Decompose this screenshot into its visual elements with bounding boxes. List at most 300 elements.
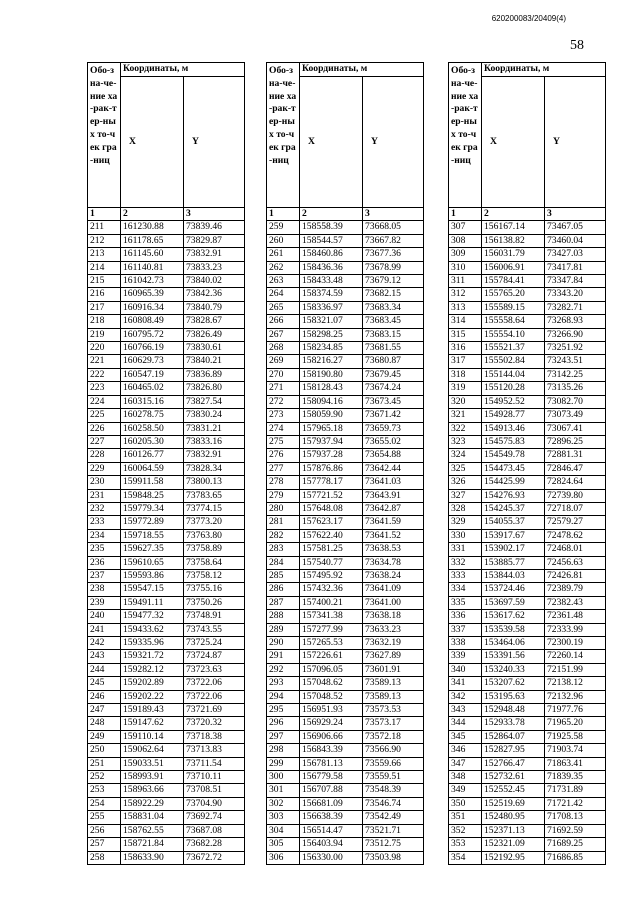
y-value: 73720.32 xyxy=(184,717,245,730)
y-value: 71731.89 xyxy=(545,784,606,797)
table-row xyxy=(267,677,424,690)
x-value: 157622.40 xyxy=(300,529,363,542)
x-value: 159911.58 xyxy=(121,476,184,489)
y-value: 73710.11 xyxy=(184,771,245,784)
point-id: 299 xyxy=(267,757,300,770)
x-value: 155765.20 xyxy=(482,288,545,301)
x-value: 154952.52 xyxy=(482,395,545,408)
table-row xyxy=(449,355,606,368)
x-value: 158544.57 xyxy=(300,234,363,247)
point-id: 315 xyxy=(449,328,482,341)
y-value: 73572.18 xyxy=(363,730,424,743)
x-value: 156781.13 xyxy=(300,757,363,770)
point-id: 346 xyxy=(449,744,482,757)
y-value: 73680.87 xyxy=(363,355,424,368)
point-id: 319 xyxy=(449,382,482,395)
point-label-header: Обо-зна-че-ние ха-рак-тер-ных то-чек гра-ниц xyxy=(449,63,482,208)
y-value: 73743.55 xyxy=(184,623,245,636)
point-id: 291 xyxy=(267,650,300,663)
table-row xyxy=(449,583,606,596)
table-row xyxy=(88,355,245,368)
table-row xyxy=(88,462,245,475)
x-value: 155502.84 xyxy=(482,355,545,368)
point-id: 343 xyxy=(449,704,482,717)
point-id: 336 xyxy=(449,610,482,623)
y-value: 73683.45 xyxy=(363,315,424,328)
point-id: 326 xyxy=(449,476,482,489)
table-row xyxy=(449,409,606,422)
point-id: 260 xyxy=(267,234,300,247)
point-id: 236 xyxy=(88,556,121,569)
table-row xyxy=(88,797,245,810)
x-value: 159147.62 xyxy=(121,717,184,730)
table-row xyxy=(449,623,606,636)
x-value: 159202.22 xyxy=(121,690,184,703)
point-id: 332 xyxy=(449,556,482,569)
table-row xyxy=(267,409,424,422)
table-row xyxy=(88,234,245,247)
point-id: 218 xyxy=(88,315,121,328)
point-id: 344 xyxy=(449,717,482,730)
point-id: 277 xyxy=(267,462,300,475)
y-value: 73641.09 xyxy=(363,583,424,596)
x-value: 157965.18 xyxy=(300,422,363,435)
point-id: 214 xyxy=(88,261,121,274)
x-value: 158094.16 xyxy=(300,395,363,408)
table-row xyxy=(88,610,245,623)
x-value: 153697.59 xyxy=(482,596,545,609)
x-value: 158831.04 xyxy=(121,811,184,824)
y-value: 73783.65 xyxy=(184,489,245,502)
x-value: 156006.91 xyxy=(482,261,545,274)
x-value: 156929.24 xyxy=(300,717,363,730)
point-id: 270 xyxy=(267,368,300,381)
table-row xyxy=(88,543,245,556)
x-value: 155784.41 xyxy=(482,275,545,288)
x-value: 160766.19 xyxy=(121,342,184,355)
point-id: 224 xyxy=(88,395,121,408)
table-row xyxy=(449,342,606,355)
y-value: 73642.44 xyxy=(363,462,424,475)
y-value: 71686.85 xyxy=(545,851,606,864)
x-value: 155558.64 xyxy=(482,315,545,328)
y-value: 73826.80 xyxy=(184,382,245,395)
table-row xyxy=(449,315,606,328)
document-code: 620200083/20409(4) xyxy=(491,14,566,23)
table-row xyxy=(88,637,245,650)
y-header: Y xyxy=(184,77,245,208)
y-value: 72138.12 xyxy=(545,677,606,690)
x-value: 157540.77 xyxy=(300,556,363,569)
table-row xyxy=(88,248,245,261)
x-value: 159627.35 xyxy=(121,543,184,556)
point-id: 323 xyxy=(449,435,482,448)
table-row xyxy=(449,596,606,609)
table-row xyxy=(88,690,245,703)
point-id: 350 xyxy=(449,797,482,810)
x-value: 153195.63 xyxy=(482,690,545,703)
y-value: 73671.42 xyxy=(363,409,424,422)
table-row xyxy=(449,502,606,515)
x-value: 159477.32 xyxy=(121,610,184,623)
y-value: 73755.16 xyxy=(184,583,245,596)
header-row xyxy=(449,63,606,77)
point-id: 286 xyxy=(267,583,300,596)
table-row xyxy=(267,543,424,556)
x-value: 158336.97 xyxy=(300,301,363,314)
table-row xyxy=(267,502,424,515)
x-value: 160315.16 xyxy=(121,395,184,408)
point-id: 235 xyxy=(88,543,121,556)
point-id: 216 xyxy=(88,288,121,301)
y-value: 73840.79 xyxy=(184,301,245,314)
table-row xyxy=(267,704,424,717)
y-value: 73343.20 xyxy=(545,288,606,301)
y-value: 73589.13 xyxy=(363,677,424,690)
table-row xyxy=(267,516,424,529)
y-value: 73632.19 xyxy=(363,637,424,650)
table-row xyxy=(449,288,606,301)
point-id: 240 xyxy=(88,610,121,623)
table-row xyxy=(449,462,606,475)
y-value: 73655.02 xyxy=(363,435,424,448)
table-row xyxy=(267,368,424,381)
table-row xyxy=(449,301,606,314)
y-value: 71708.13 xyxy=(545,811,606,824)
x-value: 159202.89 xyxy=(121,677,184,690)
column-index: 2 xyxy=(300,208,363,221)
x-value: 156843.39 xyxy=(300,744,363,757)
x-value: 161042.73 xyxy=(121,275,184,288)
point-id: 328 xyxy=(449,502,482,515)
y-value: 73721.69 xyxy=(184,704,245,717)
x-value: 158433.48 xyxy=(300,275,363,288)
point-id: 309 xyxy=(449,248,482,261)
y-value: 73833.16 xyxy=(184,435,245,448)
table-row xyxy=(449,395,606,408)
x-header: X xyxy=(482,77,545,208)
table-row xyxy=(449,650,606,663)
x-value: 161145.60 xyxy=(121,248,184,261)
table-row xyxy=(449,704,606,717)
y-value: 72824.64 xyxy=(545,476,606,489)
y-value: 73643.91 xyxy=(363,489,424,502)
table-row xyxy=(449,234,606,247)
table-row xyxy=(88,328,245,341)
x-value: 153539.58 xyxy=(482,623,545,636)
point-id: 268 xyxy=(267,342,300,355)
table-row xyxy=(88,596,245,609)
point-id: 249 xyxy=(88,730,121,743)
table-row xyxy=(88,556,245,569)
table-row xyxy=(88,529,245,542)
x-value: 157265.53 xyxy=(300,637,363,650)
table-row xyxy=(449,248,606,261)
x-value: 157876.86 xyxy=(300,462,363,475)
table-row xyxy=(267,355,424,368)
table-row xyxy=(267,569,424,582)
table-row xyxy=(267,623,424,636)
table-row xyxy=(88,489,245,502)
y-value: 73829.87 xyxy=(184,234,245,247)
point-id: 304 xyxy=(267,824,300,837)
y-value: 73467.05 xyxy=(545,221,606,234)
y-value: 73627.89 xyxy=(363,650,424,663)
x-value: 158059.90 xyxy=(300,409,363,422)
x-value: 158762.55 xyxy=(121,824,184,837)
point-id: 351 xyxy=(449,811,482,824)
point-id: 325 xyxy=(449,462,482,475)
x-value: 154473.45 xyxy=(482,462,545,475)
point-id: 303 xyxy=(267,811,300,824)
point-id: 288 xyxy=(267,610,300,623)
table-row xyxy=(267,610,424,623)
y-value: 73725.24 xyxy=(184,637,245,650)
x-value: 160064.59 xyxy=(121,462,184,475)
table-row xyxy=(267,784,424,797)
y-value: 73634.78 xyxy=(363,556,424,569)
point-id: 282 xyxy=(267,529,300,542)
y-value: 73566.90 xyxy=(363,744,424,757)
table-row xyxy=(267,529,424,542)
y-value: 72579.27 xyxy=(545,516,606,529)
x-value: 159433.62 xyxy=(121,623,184,636)
point-id: 289 xyxy=(267,623,300,636)
y-value: 73638.18 xyxy=(363,610,424,623)
table-row xyxy=(88,449,245,462)
point-id: 275 xyxy=(267,435,300,448)
table-row xyxy=(88,663,245,676)
table-row xyxy=(88,516,245,529)
y-value: 73827.54 xyxy=(184,395,245,408)
point-id: 233 xyxy=(88,516,121,529)
point-id: 284 xyxy=(267,556,300,569)
x-value: 159848.25 xyxy=(121,489,184,502)
y-header: Y xyxy=(545,77,606,208)
x-value: 154055.37 xyxy=(482,516,545,529)
x-value: 156403.94 xyxy=(300,838,363,851)
point-id: 245 xyxy=(88,677,121,690)
x-value: 154928.77 xyxy=(482,409,545,422)
table-row xyxy=(267,342,424,355)
y-value: 72132.96 xyxy=(545,690,606,703)
table-row xyxy=(88,275,245,288)
point-id: 341 xyxy=(449,677,482,690)
x-value: 153902.17 xyxy=(482,543,545,556)
x-value: 155144.04 xyxy=(482,368,545,381)
x-value: 156138.82 xyxy=(482,234,545,247)
x-value: 153391.56 xyxy=(482,650,545,663)
point-id: 347 xyxy=(449,757,482,770)
y-value: 73833.23 xyxy=(184,261,245,274)
column-index: 2 xyxy=(121,208,184,221)
table-row xyxy=(88,650,245,663)
y-value: 73704.90 xyxy=(184,797,245,810)
y-value: 73268.93 xyxy=(545,315,606,328)
point-id: 290 xyxy=(267,637,300,650)
point-label-header: Обо-зна-че-ние ха-рак-тер-ных то-чек гра-ниц xyxy=(267,63,300,208)
point-id: 311 xyxy=(449,275,482,288)
point-id: 273 xyxy=(267,409,300,422)
x-value: 159718.55 xyxy=(121,529,184,542)
y-value: 73559.51 xyxy=(363,771,424,784)
y-value: 73674.24 xyxy=(363,382,424,395)
x-value: 153844.03 xyxy=(482,569,545,582)
table-row xyxy=(88,744,245,757)
y-value: 73722.06 xyxy=(184,690,245,703)
point-id: 230 xyxy=(88,476,121,489)
point-id: 220 xyxy=(88,342,121,355)
point-id: 269 xyxy=(267,355,300,368)
point-id: 222 xyxy=(88,368,121,381)
point-id: 349 xyxy=(449,784,482,797)
table-row xyxy=(267,449,424,462)
y-value: 72881.31 xyxy=(545,449,606,462)
x-value: 160465.02 xyxy=(121,382,184,395)
point-id: 295 xyxy=(267,704,300,717)
x-value: 154245.37 xyxy=(482,502,545,515)
x-value: 154425.99 xyxy=(482,476,545,489)
point-id: 252 xyxy=(88,771,121,784)
table-row xyxy=(267,690,424,703)
y-value: 73559.66 xyxy=(363,757,424,770)
y-value: 73681.55 xyxy=(363,342,424,355)
table-row xyxy=(449,677,606,690)
x-value: 156951.93 xyxy=(300,704,363,717)
x-value: 160547.19 xyxy=(121,368,184,381)
point-id: 219 xyxy=(88,328,121,341)
x-value: 157432.36 xyxy=(300,583,363,596)
y-value: 71925.58 xyxy=(545,730,606,743)
y-value: 71965.20 xyxy=(545,717,606,730)
y-value: 73840.02 xyxy=(184,275,245,288)
y-value: 73673.45 xyxy=(363,395,424,408)
point-id: 339 xyxy=(449,650,482,663)
x-value: 157400.21 xyxy=(300,596,363,609)
point-id: 254 xyxy=(88,797,121,810)
table-row xyxy=(267,261,424,274)
x-header: X xyxy=(300,77,363,208)
point-id: 342 xyxy=(449,690,482,703)
point-id: 271 xyxy=(267,382,300,395)
y-value: 73642.87 xyxy=(363,502,424,515)
table-row xyxy=(267,824,424,837)
point-id: 297 xyxy=(267,730,300,743)
point-id: 293 xyxy=(267,677,300,690)
y-value: 73512.75 xyxy=(363,838,424,851)
x-value: 159779.34 xyxy=(121,502,184,515)
table-row xyxy=(267,730,424,743)
x-value: 154549.78 xyxy=(482,449,545,462)
point-id: 213 xyxy=(88,248,121,261)
y-value: 73758.89 xyxy=(184,543,245,556)
point-id: 287 xyxy=(267,596,300,609)
table-row xyxy=(88,435,245,448)
y-value: 72739.80 xyxy=(545,489,606,502)
x-value: 160126.77 xyxy=(121,449,184,462)
point-id: 263 xyxy=(267,275,300,288)
y-value: 73266.90 xyxy=(545,328,606,341)
table-row xyxy=(267,275,424,288)
point-id: 296 xyxy=(267,717,300,730)
table-row xyxy=(267,288,424,301)
x-value: 159335.96 xyxy=(121,637,184,650)
y-value: 73427.03 xyxy=(545,248,606,261)
x-value: 156681.09 xyxy=(300,797,363,810)
x-value: 157226.61 xyxy=(300,650,363,663)
table-row xyxy=(88,704,245,717)
y-value: 71977.76 xyxy=(545,704,606,717)
table-row xyxy=(449,797,606,810)
x-value: 157623.17 xyxy=(300,516,363,529)
y-value: 73460.04 xyxy=(545,234,606,247)
table-row xyxy=(267,301,424,314)
point-id: 228 xyxy=(88,449,121,462)
x-value: 152519.69 xyxy=(482,797,545,810)
point-id: 223 xyxy=(88,382,121,395)
header-row xyxy=(267,63,424,77)
y-value: 73659.73 xyxy=(363,422,424,435)
y-value: 72260.14 xyxy=(545,650,606,663)
x-value: 160965.39 xyxy=(121,288,184,301)
y-value: 73654.88 xyxy=(363,449,424,462)
table-row xyxy=(88,301,245,314)
y-value: 73667.82 xyxy=(363,234,424,247)
point-id: 229 xyxy=(88,462,121,475)
y-value: 73773.20 xyxy=(184,516,245,529)
point-id: 267 xyxy=(267,328,300,341)
y-value: 73548.39 xyxy=(363,784,424,797)
x-value: 159610.65 xyxy=(121,556,184,569)
y-value: 73243.51 xyxy=(545,355,606,368)
table-row xyxy=(88,569,245,582)
y-header: Y xyxy=(363,77,424,208)
x-value: 159772.89 xyxy=(121,516,184,529)
point-id: 264 xyxy=(267,288,300,301)
coordinates-header: Координаты, м xyxy=(121,63,245,77)
table-row xyxy=(267,811,424,824)
coordinates-header: Координаты, м xyxy=(300,63,424,77)
x-value: 156167.14 xyxy=(482,221,545,234)
table-row xyxy=(449,690,606,703)
x-value: 160205.30 xyxy=(121,435,184,448)
y-value: 72426.81 xyxy=(545,569,606,582)
y-value: 73679.12 xyxy=(363,275,424,288)
table-row xyxy=(449,784,606,797)
table-row xyxy=(449,449,606,462)
table-row xyxy=(267,556,424,569)
column-index: 3 xyxy=(545,208,606,221)
point-id: 318 xyxy=(449,368,482,381)
table-row xyxy=(267,328,424,341)
column-index: 1 xyxy=(449,208,482,221)
point-id: 239 xyxy=(88,596,121,609)
y-value: 73638.53 xyxy=(363,543,424,556)
point-id: 353 xyxy=(449,838,482,851)
y-value: 73683.34 xyxy=(363,301,424,314)
y-value: 73723.63 xyxy=(184,663,245,676)
header-row xyxy=(88,63,245,77)
y-value: 71689.25 xyxy=(545,838,606,851)
y-value: 73774.15 xyxy=(184,502,245,515)
x-value: 158558.39 xyxy=(300,221,363,234)
point-id: 314 xyxy=(449,315,482,328)
y-value: 73750.26 xyxy=(184,596,245,609)
point-id: 237 xyxy=(88,569,121,582)
point-id: 320 xyxy=(449,395,482,408)
x-value: 155521.37 xyxy=(482,342,545,355)
x-value: 154913.46 xyxy=(482,422,545,435)
